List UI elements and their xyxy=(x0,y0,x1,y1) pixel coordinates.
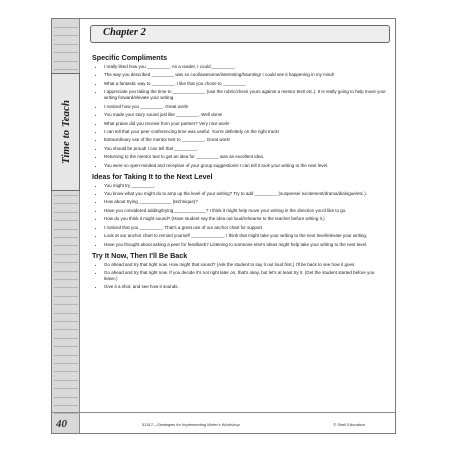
list-item: • Returning to the mentor text to get an idea for _________ was an excellent idea. xyxy=(104,154,386,160)
margin-rule xyxy=(54,212,78,213)
margin-rule xyxy=(54,321,78,322)
margin-rule xyxy=(54,380,78,381)
margin-rule xyxy=(54,397,78,398)
chapter-title: Chapter 2 xyxy=(103,27,146,38)
list-item: • Extraordinary use of the mentor text to _________. Great work! xyxy=(104,137,386,143)
margin-rule xyxy=(54,388,78,389)
margin-rule xyxy=(54,69,78,70)
list-item: • You know what you might do to amp up the level of your writing? Try to add _________ (suspense/ excitement/drama/dialogue/etc.). xyxy=(104,191,386,197)
margin-rule xyxy=(54,304,78,305)
list-item: • Look at our anchor chart to remind yourself _____________. I think that might take your writing to the next level/elevate your writing. xyxy=(104,233,386,239)
section-specific-compliments xyxy=(92,53,386,169)
list-item: • Go ahead and try that right now. How might that sound? (Ask the student to say it out loud first.) I'll be back to see how it goes. xyxy=(104,262,386,268)
list-item: • I noticed that you _________. That's a great use of our anchor chart for support. xyxy=(104,225,386,231)
margin-rule xyxy=(54,195,78,196)
margin-rule xyxy=(54,229,78,230)
section-heading: Ideas for Taking It to the Next Level xyxy=(92,171,213,181)
list-item: • I noticed how you _________. Great work! xyxy=(104,104,386,110)
margin-rule xyxy=(54,296,78,297)
list-item: • What praise did you receive from your partner? Very nice work! xyxy=(104,121,386,127)
page-footer xyxy=(52,412,395,433)
try-it-list xyxy=(92,262,386,290)
list-item: • You were so open-minded and receptive of your group suggestions! I can tell it took your writing to the next level. xyxy=(104,163,386,169)
list-item: • How about trying _____________ (technique)? xyxy=(104,199,386,205)
margin-rule xyxy=(54,203,78,204)
page-content xyxy=(92,53,386,293)
chapter-header xyxy=(90,25,390,43)
margin-rule xyxy=(54,61,78,62)
list-item: • I really liked how you _________. As a reader, I could _________. xyxy=(104,64,386,70)
margin-rule xyxy=(54,245,78,246)
margin-rule xyxy=(54,271,78,272)
list-item: • Have you considered adding/trying_____________? I think it might help move your writing in the direction you'd like to go. xyxy=(104,208,386,214)
ideas-list xyxy=(92,183,386,248)
section-heading: Try It Now, Then I'll Be Back xyxy=(92,250,188,260)
margin-rule xyxy=(54,313,78,314)
time-to-teach-tab xyxy=(51,73,80,191)
tab-label: Time to Teach xyxy=(59,100,72,164)
margin-rule xyxy=(54,287,78,288)
footer-copyright: © Shell Education xyxy=(333,422,365,427)
list-item: • I appreciate you taking the time to _____________ (use the rubric/check yours against a mentor text/ etc.). It is really going to help move your writing forward/elevate your writing. xyxy=(104,89,386,100)
margin-rule xyxy=(54,262,78,263)
margin-rule xyxy=(54,346,78,347)
list-item: • What a fantastic way to _________. I like that you chose to _________. xyxy=(104,81,386,87)
list-item: • The way you described _________ was so cool/awesome/interesting/haunting! I could see it happening in my mind! xyxy=(104,72,386,78)
margin-rule xyxy=(54,237,78,238)
book-page xyxy=(51,18,396,434)
list-item: • You should be proud! I can tell that _________. xyxy=(104,146,386,152)
margin-rule xyxy=(54,338,78,339)
list-item: • How do you think it might sound? (Have student say the idea out loud/rehearse to the teacher before writing it.) xyxy=(104,216,386,222)
margin-rule xyxy=(54,35,78,36)
margin-rule xyxy=(54,329,78,330)
margin-rule xyxy=(54,254,78,255)
list-item: • You made your story sound just like _________. Well done! xyxy=(104,112,386,118)
margin-rule xyxy=(54,405,78,406)
section-heading: Specific Compliments xyxy=(92,53,168,62)
margin-rule xyxy=(54,355,78,356)
footer-book-title: 51517—Strategies for Implementing Writer's Workshop xyxy=(142,422,240,427)
list-item: • Go ahead and try that right now. If you decide it's not right later on, that's okay, but let's at least try it. (Get the student started before you leave.) xyxy=(104,270,386,281)
page-number: 40 xyxy=(56,418,67,430)
margin-rule xyxy=(54,363,78,364)
margin-rule xyxy=(54,371,78,372)
margin-rule xyxy=(54,44,78,45)
margin-rule xyxy=(54,52,78,53)
list-item: • You might try _________. xyxy=(104,183,386,189)
section-try-it-now xyxy=(92,251,386,290)
compliment-list xyxy=(92,64,386,169)
margin-rule xyxy=(54,27,78,28)
margin-rule xyxy=(54,220,78,221)
margin-rule xyxy=(54,279,78,280)
list-item: • I can tell that your peer conferencing time was useful. You're definitely on the right track! xyxy=(104,129,386,135)
list-item: • Give it a shot, and see how it sounds. xyxy=(104,284,386,290)
list-item: • Have you thought about asking a peer for feedback? Listening to someone else's ideas might help take your writing to the next level. xyxy=(104,242,386,248)
section-next-level xyxy=(92,172,386,248)
